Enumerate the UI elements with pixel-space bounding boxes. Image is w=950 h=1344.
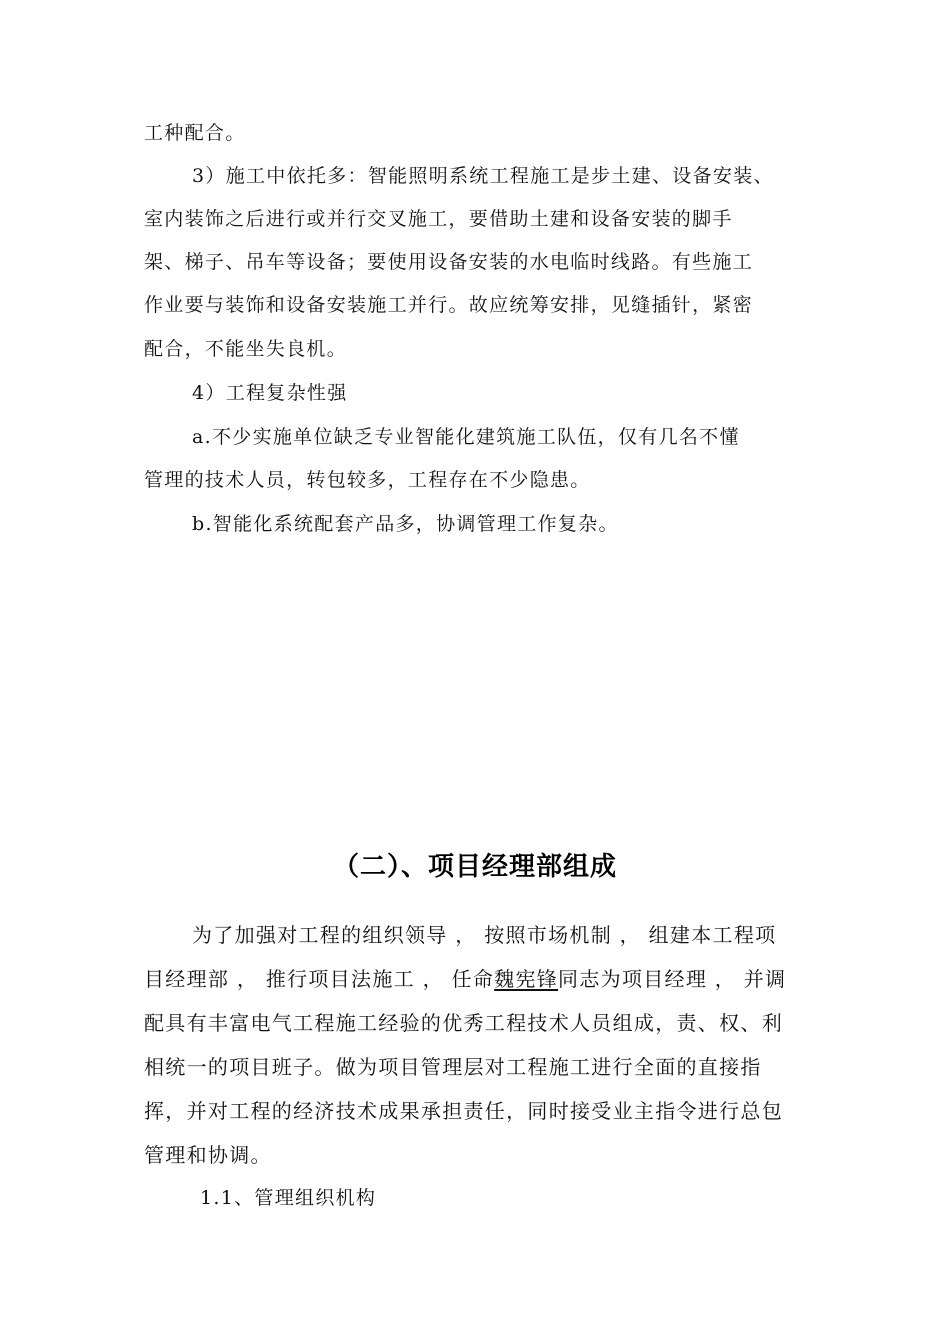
paragraph-line xyxy=(144,963,806,992)
paragraph-line: 架、梯子、吊车等设备；要使用设备安装的水电临时线路。有些施工 xyxy=(144,251,754,273)
paragraph-line: 配具有丰富电气工程施工经验的优秀工程技术人员组成，责、权、利 xyxy=(144,1011,783,1035)
section-title: （二）、项目经理部组成 xyxy=(332,852,617,882)
paragraph-line: 工种配合。 xyxy=(144,122,246,144)
paragraph-line: 4）工程复杂性强 xyxy=(192,382,348,404)
paragraph-line: 作业要与装饰和设备安装施工并行。故应统筹安排，见缝插针，紧密 xyxy=(144,294,754,316)
paragraph-line: 挥，并对工程的经济技术成果承担责任，同时接受业主指令进行总包 xyxy=(144,1099,783,1123)
paragraph-line: 为了加强对工程的组织领导 ， 按照市场机制 ， 组建本工程项 xyxy=(192,923,777,947)
paragraph-line: 管理和协调。 xyxy=(144,1143,272,1167)
text-span: 同志为项目经理 ， 并调 xyxy=(558,967,787,991)
text-span: 目经理部 ， 推行项目法施工 ， 任命 xyxy=(144,967,495,991)
project-manager-name: 魏宪锋 xyxy=(494,967,559,991)
paragraph-line: 配合，不能坐失良机。 xyxy=(144,338,348,360)
subheading: 1.1、管理组织机构 xyxy=(200,1187,377,1209)
paragraph-line: b.智能化系统配套产品多，协调管理工作复杂。 xyxy=(192,513,619,535)
paragraph-line: a.不少实施单位缺乏专业智能化建筑施工队伍，仅有几名不懂 xyxy=(192,426,740,448)
paragraph-line: 3）施工中依托多：智能照明系统工程施工是步土建、设备安装、 xyxy=(192,165,774,187)
paragraph-line: 室内装饰之后进行或并行交叉施工，要借助土建和设备安装的脚手 xyxy=(144,208,733,230)
paragraph-line: 相统一的项目班子。做为项目管理层对工程施工进行全面的直接指 xyxy=(144,1055,762,1079)
paragraph-line: 管理的技术人员，转包较多，工程存在不少隐患。 xyxy=(144,469,591,491)
